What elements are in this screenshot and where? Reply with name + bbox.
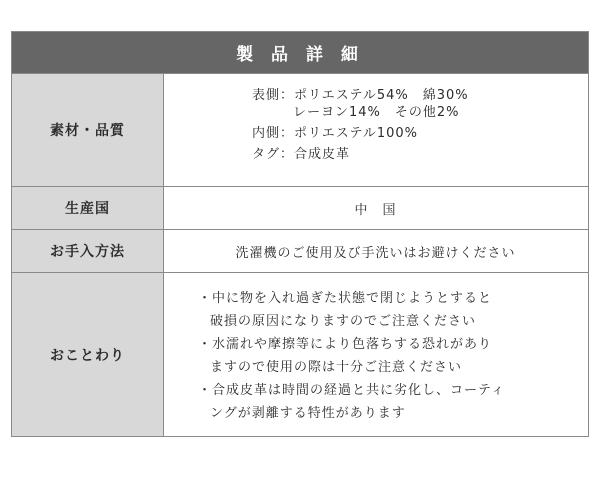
notes-line: ますので使用の際は十分ご注意ください [210,360,463,375]
care-label: お手入方法 [12,230,164,272]
origin-label: 生産国 [12,187,164,229]
material-label: 素材・品質 [12,74,164,186]
table-title: 製 品 詳 細 [12,32,588,73]
material-line: タグ：合成皮革 [252,147,351,162]
notes-line: 破損の原因になりますのでご注意ください [210,314,477,329]
material-value [163,74,588,186]
notes-line: ・水濡れや摩擦等により色落ちする恐れがあり [198,337,493,352]
product-details-table [11,31,589,437]
origin-value: 中 国 [354,202,397,218]
notes-label: おことわり [12,273,164,436]
care-value: 洗濯機のご使用及び手洗いはお避けください [235,245,516,261]
material-line: 内側：ポリエステル100% [252,126,418,141]
care-row [12,229,588,272]
notes-line: ・合成皮革は時間の経過と共に劣化し、コーティ [198,383,505,398]
notes-value [163,273,588,436]
notes-line: ・中に物を入れ過ぎた状態で閉じようとすると [198,291,493,306]
material-line: 表側：ポリエステル54% 綿30% [252,88,469,103]
material-line: レーヨン14% その他2% [293,105,460,120]
notes-line: ングが剥離する特性があります [210,406,406,421]
origin-row [12,186,588,229]
notes-row [12,272,588,436]
material-row [12,73,588,186]
